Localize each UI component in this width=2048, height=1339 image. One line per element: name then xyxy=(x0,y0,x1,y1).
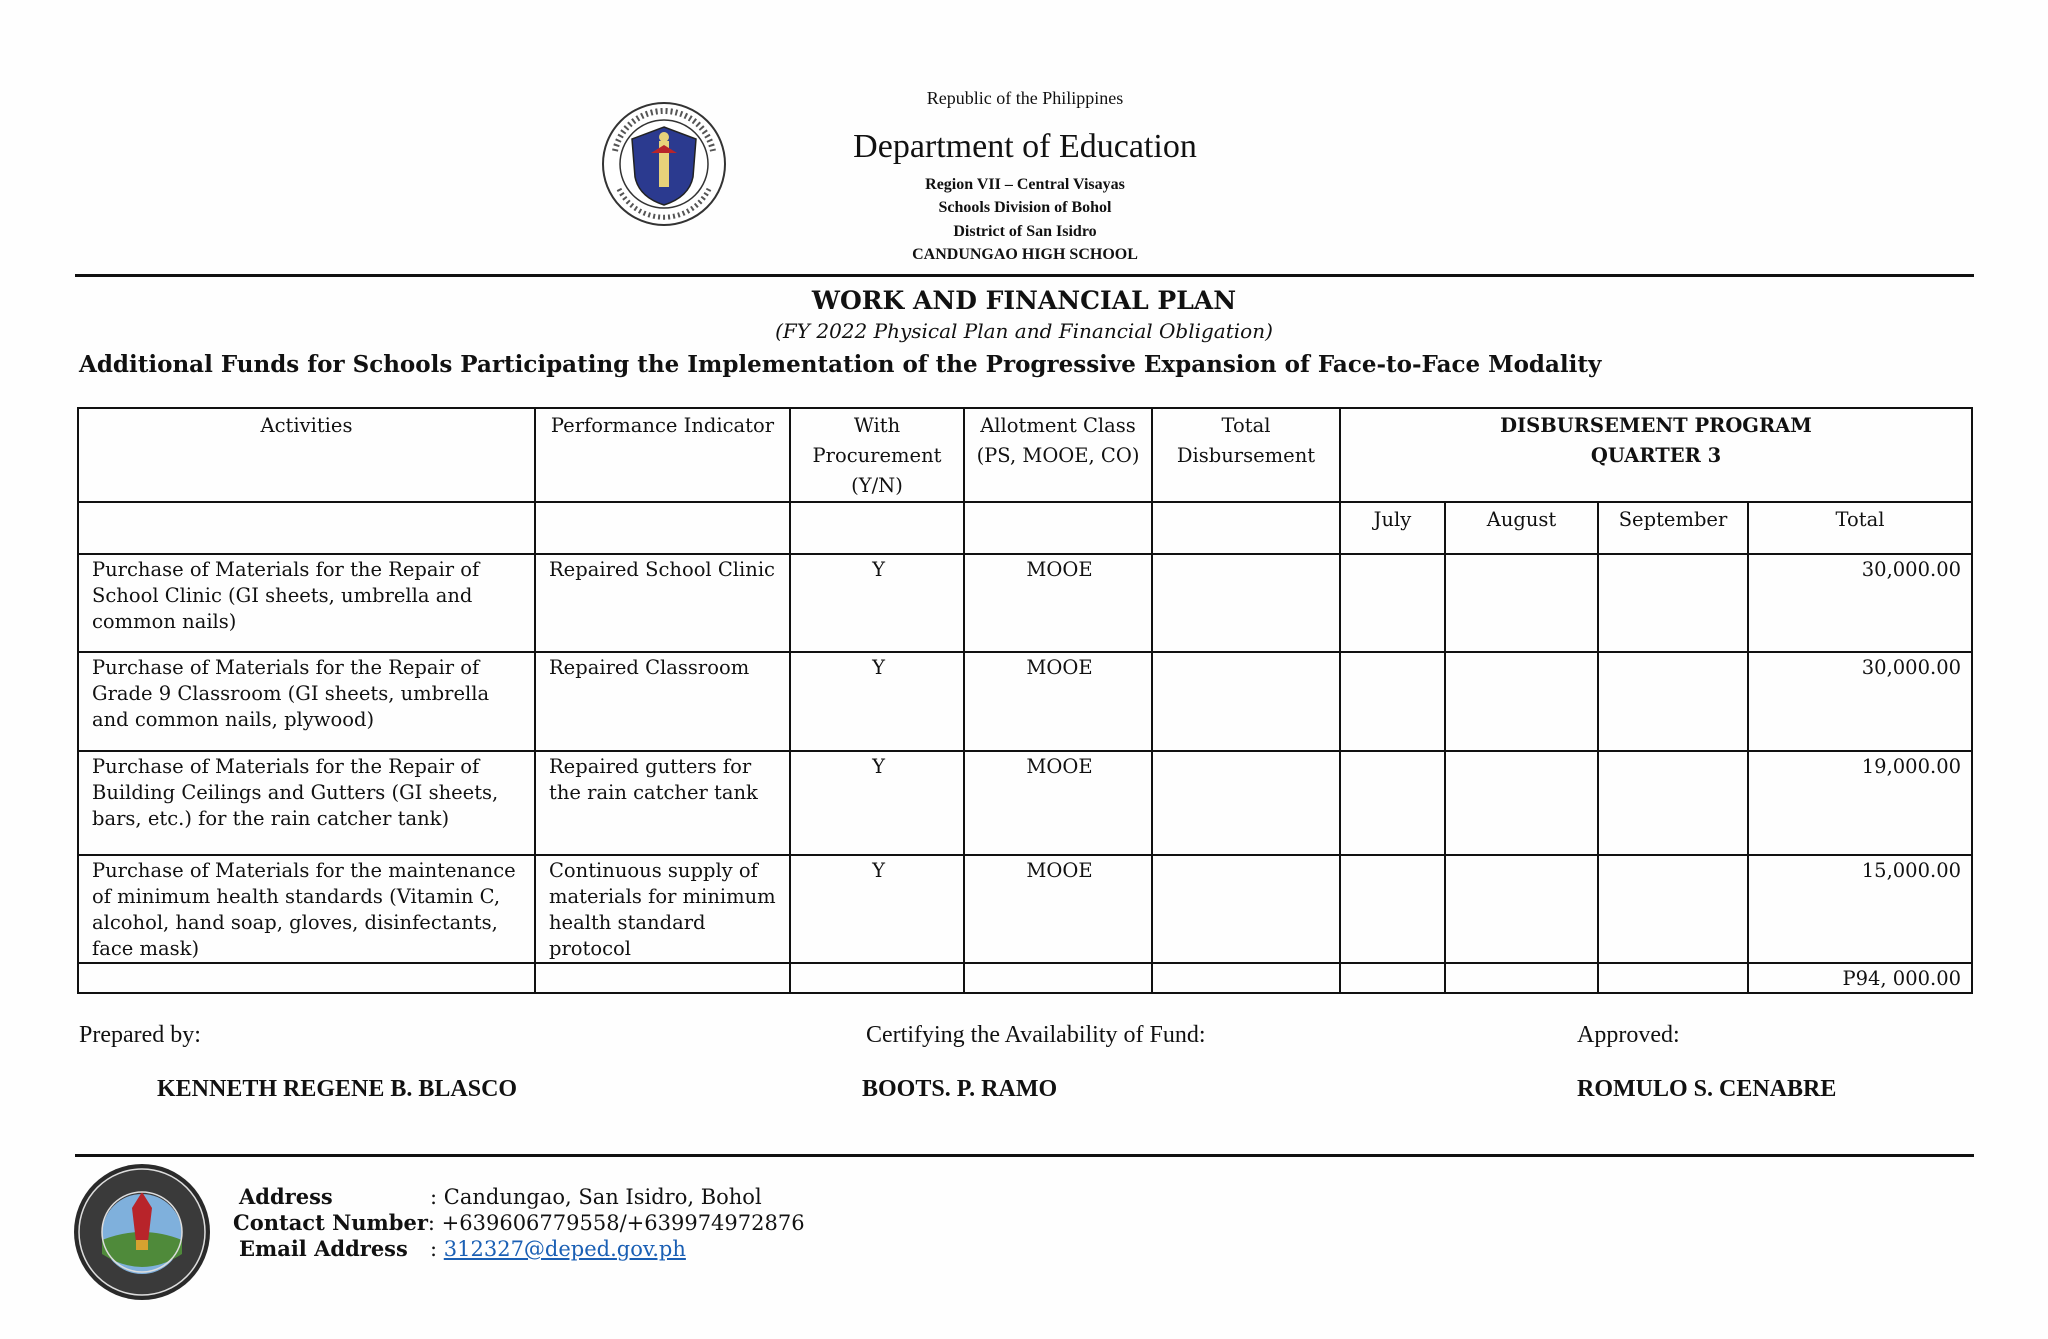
address-label: Address xyxy=(239,1184,333,1209)
indicator-cell: Repaired gutters for the rain catcher tank xyxy=(535,751,790,855)
school-seal-logo xyxy=(72,1162,212,1302)
quarter-label: QUARTER 3 xyxy=(1590,444,1722,467)
email-label: Email Address xyxy=(239,1236,408,1261)
prepared-by-name: KENNETH REGENE B. BLASCO xyxy=(157,1076,518,1102)
grand-total-row xyxy=(78,963,1972,993)
footer-contact xyxy=(233,1184,805,1262)
indicator-cell: Continuous supply of materials for minimum health standard protocol xyxy=(535,855,790,963)
allotment-cell: MOOE xyxy=(964,652,1152,751)
certifying-name: BOOTS. P. RAMO xyxy=(862,1076,1058,1102)
contact-value: +639606779558/+639974972876 xyxy=(441,1211,805,1235)
procurement-cell: Y xyxy=(790,855,964,963)
total-cell: 30,000.00 xyxy=(1748,652,1972,751)
department-name: Department of Education xyxy=(853,128,1197,165)
allotment-cell: MOOE xyxy=(964,751,1152,855)
division-line: Schools Division of Bohol xyxy=(938,199,1112,216)
table-row xyxy=(78,751,1972,855)
indicator-cell: Repaired Classroom xyxy=(535,652,790,751)
activity-cell: Purchase of Materials for the Repair of School Clinic (GI sheets, umbrella and common nails) xyxy=(78,554,535,652)
work-financial-plan-table xyxy=(77,407,1973,994)
document-subtitle: (FY 2022 Physical Plan and Financial Obligation) xyxy=(775,319,1273,343)
col-header-total: Total xyxy=(1748,502,1972,554)
col-header-allotment: Allotment Class (PS, MOOE, CO) xyxy=(964,408,1152,502)
certifying-label: Certifying the Availability of Fund: xyxy=(866,1022,1206,1048)
col-header-indicator: Performance Indicator xyxy=(535,408,790,502)
disbursement-program-label: DISBURSEMENT PROGRAM xyxy=(1500,414,1812,437)
col-header-july: July xyxy=(1340,502,1445,554)
republic-line: Republic of the Philippines xyxy=(926,88,1124,108)
header-divider xyxy=(75,274,1974,277)
total-cell: 30,000.00 xyxy=(1748,554,1972,652)
activity-cell: Purchase of Materials for the Repair of Grade 9 Classroom (GI sheets, umbrella and common nails, plywood) xyxy=(78,652,535,751)
col-header-procurement: With Procurement (Y/N) xyxy=(790,408,964,502)
district-line: District of San Isidro xyxy=(953,223,1097,240)
procurement-cell: Y xyxy=(790,652,964,751)
procurement-cell: Y xyxy=(790,554,964,652)
school-name: CANDUNGAO HIGH SCHOOL xyxy=(912,246,1138,263)
total-cell: 19,000.00 xyxy=(1748,751,1972,855)
region-line: Region VII – Central Visayas xyxy=(925,176,1125,193)
colon-separator: : xyxy=(430,1237,444,1261)
prepared-by-label: Prepared by: xyxy=(79,1022,201,1048)
document-heading: Additional Funds for Schools Participating the Implementation of the Progressive Expansion of Face-to-Face Modality xyxy=(79,351,1602,378)
approved-label: Approved: xyxy=(1577,1022,1680,1048)
email-line xyxy=(233,1236,805,1262)
activity-cell: Purchase of Materials for the maintenance of minimum health standards (Vitamin C, alcohol, hand soap, gloves, disinfectants, face mask) xyxy=(78,855,535,963)
document-title: WORK AND FINANCIAL PLAN xyxy=(811,286,1237,315)
procurement-cell: Y xyxy=(790,751,964,855)
table-row xyxy=(78,855,1972,963)
indicator-cell: Repaired School Clinic xyxy=(535,554,790,652)
table-row xyxy=(78,652,1972,751)
address-line xyxy=(233,1184,805,1210)
table-header-row xyxy=(78,408,1972,502)
table-subheader-row xyxy=(78,502,1972,554)
total-cell: 15,000.00 xyxy=(1748,855,1972,963)
col-header-august: August xyxy=(1445,502,1598,554)
col-header-september: September xyxy=(1598,502,1748,554)
approved-name: ROMULO S. CENABRE xyxy=(1577,1076,1837,1102)
grand-total-cell: P94, 000.00 xyxy=(1748,963,1972,993)
colon-separator: : xyxy=(430,1185,444,1209)
footer-divider xyxy=(75,1154,1974,1157)
col-header-disbursement-program xyxy=(1340,408,1972,502)
col-header-total-disbursement: Total Disbursement xyxy=(1152,408,1340,502)
email-link[interactable]: 312327@deped.gov.ph xyxy=(443,1237,686,1261)
contact-line xyxy=(233,1210,805,1236)
col-header-activities: Activities xyxy=(78,408,535,502)
allotment-cell: MOOE xyxy=(964,855,1152,963)
allotment-cell: MOOE xyxy=(964,554,1152,652)
colon-separator: : xyxy=(427,1211,442,1235)
table-row xyxy=(78,554,1972,652)
address-value: Candungao, San Isidro, Bohol xyxy=(443,1185,762,1209)
activity-cell: Purchase of Materials for the Repair of Building Ceilings and Gutters (GI sheets, bars, etc.) for the rain catcher tank) xyxy=(78,751,535,855)
contact-label: Contact Number xyxy=(233,1210,428,1235)
